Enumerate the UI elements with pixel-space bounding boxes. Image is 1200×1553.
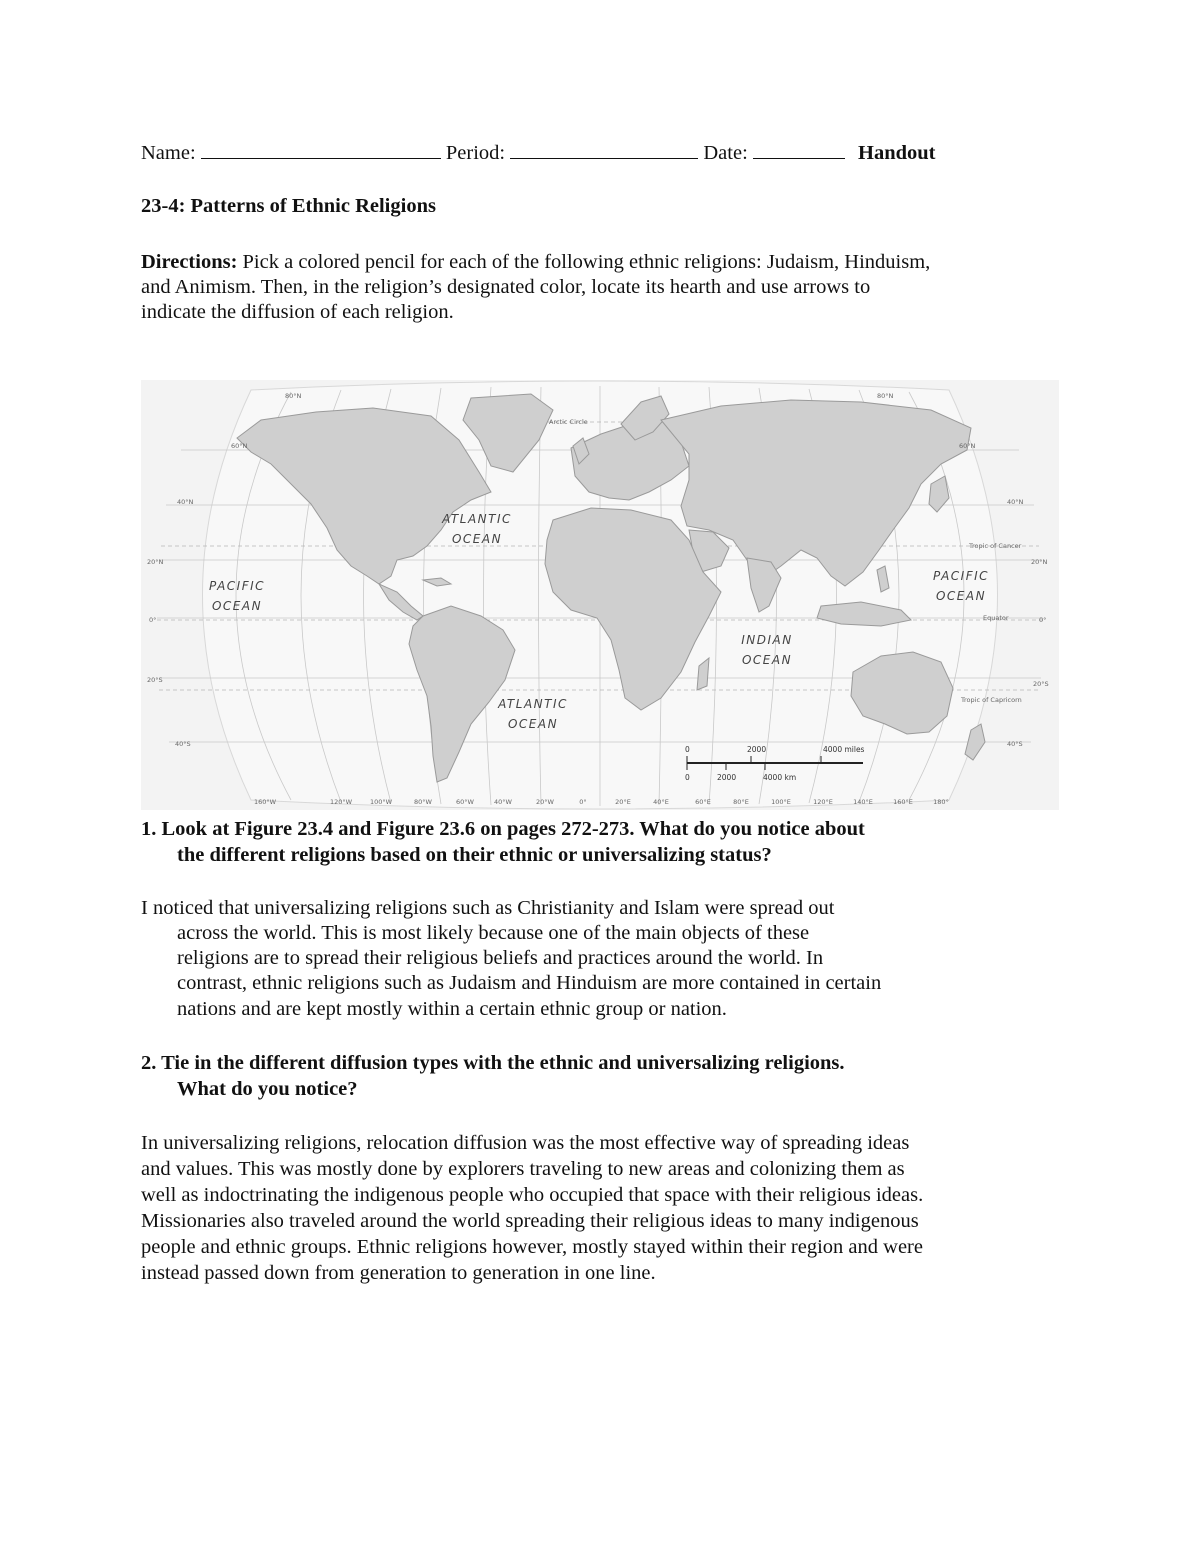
answer-2-line-5: people and ethnic groups. Ethnic religions however, mostly stayed within their region and were [141, 1236, 923, 1258]
directions-label: Directions: [141, 251, 238, 273]
pacific-west-label-1: PACIFIC [208, 579, 266, 593]
lat-left-20s: 20°S [147, 676, 163, 684]
directions-line-3: indicate the diffusion of each religion. [141, 301, 454, 323]
lon-140e: 140°E [853, 798, 873, 806]
lat-right-40n: 40°N [1007, 498, 1024, 506]
lon-80w: 80°W [414, 798, 432, 806]
atlantic-south-label-1: ATLANTIC [498, 697, 568, 711]
lon-40e: 40°E [653, 798, 669, 806]
lon-60w: 60°W [456, 798, 474, 806]
lon-100e: 100°E [771, 798, 791, 806]
atlantic-south-label-2: OCEAN [507, 717, 559, 731]
scale-km-4000: 4000 km [763, 773, 797, 782]
indian-label-1: INDIAN [741, 633, 793, 647]
answer-2-line-6: instead passed down from generation to generation in one line. [141, 1262, 656, 1284]
scale-km-0: 0 [685, 773, 690, 782]
lat-left-0: 0° [149, 616, 157, 624]
lat-right-0: 0° [1039, 616, 1047, 624]
world-map [141, 380, 1059, 810]
answer-1-line-2: across the world. This is most likely because one of the main objects of these [177, 922, 810, 944]
indian-label-2: OCEAN [741, 653, 793, 667]
scale-km-2000: 2000 [717, 773, 737, 782]
question-2-line-2: What do you notice? [177, 1078, 358, 1100]
directions-line-1 [141, 249, 930, 275]
lon-60e: 60°E [695, 798, 711, 806]
question-2-line-1: 2. Tie in the different diffusion types with the ethnic and universalizing religions. [141, 1052, 845, 1074]
scale-mi-2000: 2000 [747, 745, 767, 754]
atlantic-north-label-1: ATLANTIC [442, 512, 512, 526]
pacific-west-label-2: OCEAN [211, 599, 263, 613]
lon-20w: 20°W [536, 798, 554, 806]
page-title: 23-4: Patterns of Ethnic Religions [141, 195, 436, 217]
pacific-east-label-1: PACIFIC [932, 569, 990, 583]
lat-right-60n: 60°N [959, 442, 976, 450]
question-1-line-1: 1. Look at Figure 23.4 and Figure 23.6 on pages 272-273. What do you notice about [141, 818, 865, 840]
lat-right-80n: 80°N [877, 392, 894, 400]
lat-left-80n: 80°N [285, 392, 302, 400]
lon-120w: 120°W [329, 798, 353, 806]
tropic-cancer-label: Tropic of Cancer [969, 542, 1022, 550]
date-blank[interactable] [753, 140, 845, 159]
lat-left-20n: 20°N [147, 558, 164, 566]
lon-180: 180° [933, 798, 949, 806]
equator-label: Equator [983, 614, 1009, 622]
lat-left-60n: 60°N [231, 442, 248, 450]
tropic-capricorn-label: Tropic of Capricorn [961, 696, 1022, 704]
scale-mi-4000: 4000 miles [823, 745, 865, 754]
question-1-line-2: the different religions based on their ethnic or universalizing status? [177, 844, 772, 866]
scale-mi-0: 0 [685, 745, 690, 754]
answer-1-line-4: contrast, ethnic religions such as Judaism and Hinduism are more contained in certain [177, 972, 882, 994]
answer-1-line-1: I noticed that universalizing religions such as Christianity and Islam were spread out [141, 897, 835, 919]
lon-0: 0° [579, 798, 587, 806]
answer-1-line-3: religions are to spread their religious beliefs and practices around the world. In [177, 947, 824, 969]
name-blank[interactable] [201, 140, 441, 159]
pacific-east-label-2: OCEAN [935, 589, 987, 603]
lat-left-40n: 40°N [177, 498, 194, 506]
answer-2-line-2: and values. This was mostly done by explorers traveling to new areas and colonizing them as [141, 1158, 905, 1180]
answer-2-line-4: Missionaries also traveled around the world spreading their religious ideas to many indigenous [141, 1210, 919, 1232]
handout-label: Handout [858, 142, 936, 164]
lon-160e: 160°E [893, 798, 913, 806]
answer-2-line-1: In universalizing religions, relocation diffusion was the most effective way of spreading ideas [141, 1132, 910, 1154]
lon-20e: 20°E [615, 798, 631, 806]
answer-2-line-3: well as indoctrinating the indigenous people who occupied that space with their religious ideas. [141, 1184, 924, 1206]
period-blank[interactable] [510, 140, 698, 159]
lon-160w: 160°W [253, 798, 277, 806]
name-label: Name: [141, 142, 196, 164]
lat-left-40s: 40°S [175, 740, 191, 748]
lon-120e: 120°E [813, 798, 833, 806]
directions-text-1: Pick a colored pencil for each of the following ethnic religions: Judaism, Hinduism, [242, 251, 931, 273]
lat-right-20s: 20°S [1033, 680, 1049, 688]
lat-right-20n: 20°N [1031, 558, 1048, 566]
answer-1-line-5: nations and are kept mostly within a certain ethnic group or nation. [177, 998, 727, 1020]
lon-80e: 80°E [733, 798, 749, 806]
arctic-circle-label: Arctic Circle [549, 418, 588, 426]
directions-line-2: and Animism. Then, in the religion’s designated color, locate its hearth and use arrows to [141, 276, 871, 298]
lat-right-40s: 40°S [1007, 740, 1023, 748]
period-label: Period: [445, 142, 506, 164]
header-line [141, 140, 936, 165]
date-label: Date: [703, 142, 748, 164]
atlantic-north-label-2: OCEAN [451, 532, 503, 546]
lon-100w: 100°W [369, 798, 393, 806]
lon-40w: 40°W [494, 798, 512, 806]
